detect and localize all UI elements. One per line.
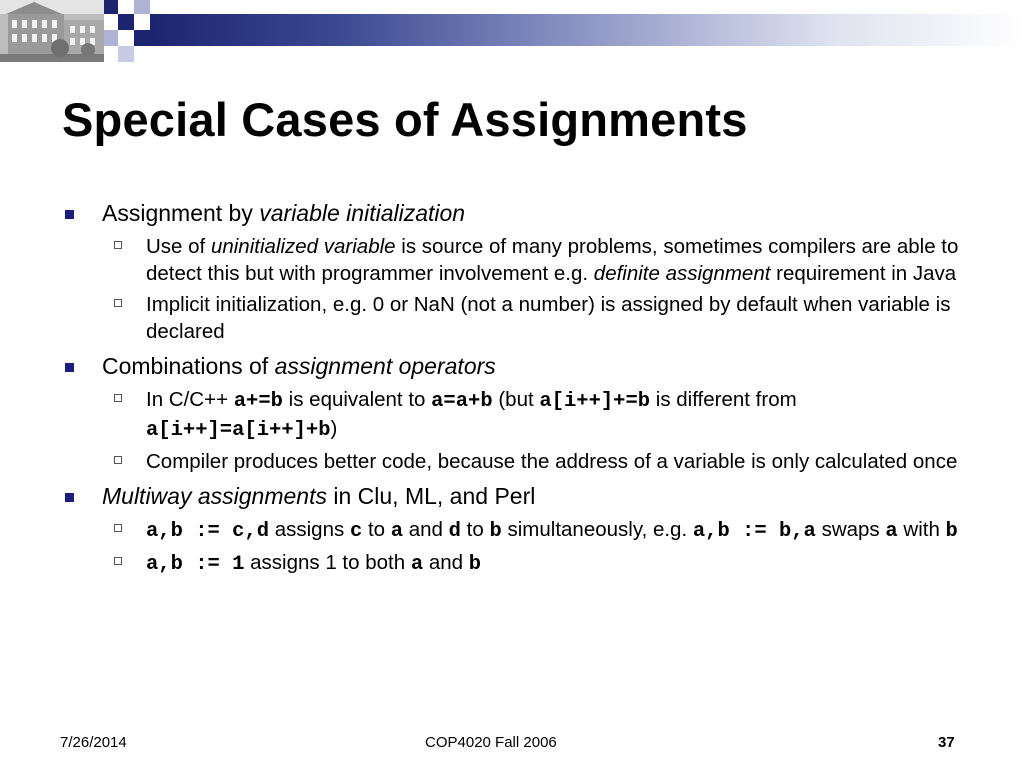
emphasis-text: uninitialized variable — [210, 235, 396, 258]
text-run: and — [403, 518, 449, 541]
text-run: is source of many problems, sometimes compilers are able to detect this but with programmer involvement e.g. — [146, 235, 959, 285]
text-run: with — [897, 518, 946, 541]
sub-bullet-item — [62, 233, 982, 287]
sub-bullet-item — [62, 386, 982, 444]
bullet-item — [62, 351, 982, 382]
text-run: is equivalent to — [282, 388, 432, 411]
text-run: in Clu, ML, and Perl — [326, 483, 536, 509]
deco-square — [134, 14, 150, 30]
text-run: In C/C++ — [146, 388, 234, 411]
code-fragment: a — [410, 553, 424, 576]
hollow-square-bullet-icon — [114, 394, 122, 402]
text-run: to — [460, 518, 490, 541]
text-run: Use of — [146, 235, 211, 258]
code-fragment: a,b := 1 — [146, 553, 245, 576]
code-fragment: a[i++]=a[i++]+b — [146, 419, 331, 442]
footer-date: 7/26/2014 — [60, 734, 127, 751]
sub-bullet-item — [62, 549, 982, 578]
text-run: Implicit initialization, e.g. 0 or NaN (not a number) is assigned by default when variable is declared — [146, 293, 951, 343]
text-run: Combinations of — [102, 353, 275, 379]
hollow-square-bullet-icon — [114, 241, 122, 249]
hollow-square-bullet-icon — [114, 299, 122, 307]
text-run: Assignment by — [102, 200, 260, 226]
text-run: simultaneously, e.g. — [501, 518, 693, 541]
deco-square — [134, 30, 150, 46]
square-bullet-icon — [65, 210, 74, 219]
text-run: assigns — [269, 518, 350, 541]
code-fragment: b — [468, 553, 482, 576]
footer-course: COP4020 Fall 2006 — [425, 734, 557, 751]
deco-square — [118, 14, 134, 30]
text-run: swaps — [815, 518, 886, 541]
code-fragment: a,b := c,d — [146, 520, 270, 543]
code-fragment: a,b := b,a — [692, 520, 816, 543]
bullet-list — [62, 198, 982, 578]
text-run: to — [362, 518, 391, 541]
deco-square — [118, 0, 134, 14]
square-bullet-icon — [65, 493, 74, 502]
hollow-square-bullet-icon — [114, 557, 122, 565]
bullet-item — [62, 198, 982, 229]
emphasis-text: definite assignment — [593, 262, 771, 285]
sub-bullet-item — [62, 291, 982, 345]
emphasis-text: Multiway assignments — [102, 483, 327, 509]
deco-square — [104, 0, 118, 14]
text-run: ) — [330, 417, 338, 440]
bullet-item — [62, 481, 982, 512]
emphasis-text: assignment operators — [274, 353, 496, 379]
gradient-bar — [150, 14, 1024, 46]
sub-bullet-item — [62, 516, 982, 545]
text-run: requirement in Java — [770, 262, 957, 285]
emphasis-text: variable initialization — [259, 200, 466, 226]
deco-square — [134, 0, 150, 14]
code-fragment: a — [885, 520, 898, 543]
code-fragment: a — [390, 520, 404, 543]
code-fragment: a=a+b — [431, 390, 493, 413]
code-fragment: a[i++]+=b — [539, 390, 651, 413]
text-run: is different from — [650, 388, 797, 411]
text-run: and — [423, 551, 469, 574]
sub-bullet-item — [62, 448, 982, 475]
code-fragment: d — [448, 520, 461, 543]
hollow-square-bullet-icon — [114, 524, 122, 532]
deco-square — [118, 46, 134, 62]
text-run: Compiler produces better code, because the address of a variable is only calculated once — [146, 450, 958, 473]
deco-square — [104, 46, 118, 62]
square-bullet-icon — [65, 363, 74, 372]
building-photo — [0, 0, 104, 62]
hollow-square-bullet-icon — [114, 456, 122, 464]
text-run: assigns 1 to both — [244, 551, 411, 574]
code-fragment: b — [945, 520, 958, 543]
slide-title: Special Cases of Assignments — [62, 93, 748, 146]
deco-square — [104, 30, 118, 46]
code-fragment: c — [349, 520, 363, 543]
deco-square — [104, 14, 118, 30]
code-fragment: b — [489, 520, 502, 543]
text-run: (but — [492, 388, 540, 411]
code-fragment: a+=b — [233, 390, 283, 413]
header-banner — [0, 0, 1024, 62]
slide-number: 37 — [938, 734, 955, 751]
deco-square — [118, 30, 134, 46]
